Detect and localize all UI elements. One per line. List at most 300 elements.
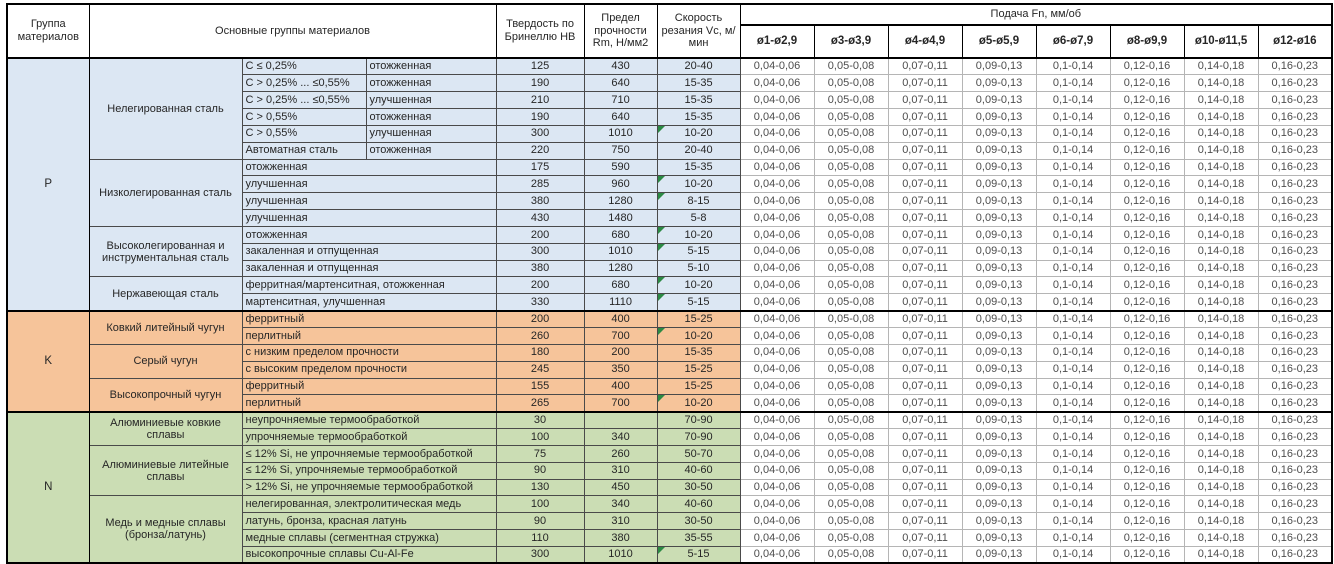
cell-feed-value: 0,07-0,11 xyxy=(888,395,962,412)
col-header-diameter: ø5-ø5,9 xyxy=(962,25,1036,58)
cell-feed-value: 0,1-0,14 xyxy=(1036,193,1110,210)
cell-material-subgroup: Низколегированная сталь xyxy=(89,159,242,226)
cell-feed-value: 0,1-0,14 xyxy=(1036,328,1110,345)
cell-feed-value: 0,09-0,13 xyxy=(962,109,1036,126)
cell-feed-value: 0,16-0,23 xyxy=(1258,125,1332,142)
cell-feed-value: 0,09-0,13 xyxy=(962,429,1036,446)
cell-material-state: отожженная xyxy=(366,58,496,75)
cell-material-subgroup: Ковкий литейный чугун xyxy=(89,311,242,345)
cell-feed-value: 0,12-0,16 xyxy=(1110,210,1184,227)
cell-feed-value: 0,07-0,11 xyxy=(888,125,962,142)
cell-feed-value: 0,05-0,08 xyxy=(814,445,888,462)
col-header-feed: Подача Fn, мм/об xyxy=(740,4,1332,25)
cell-feed-value: 0,09-0,13 xyxy=(962,395,1036,412)
cell-cutting-speed-vc: 5-15 xyxy=(657,243,740,260)
table-row xyxy=(7,378,1332,395)
cell-feed-value: 0,07-0,11 xyxy=(888,277,962,294)
cell-material-detail: с низким пределом прочности xyxy=(242,344,496,361)
cell-feed-value: 0,05-0,08 xyxy=(814,142,888,159)
cell-strength-rm: 750 xyxy=(584,142,657,159)
cell-material-group: K xyxy=(7,311,89,412)
cell-feed-value: 0,04-0,06 xyxy=(740,210,814,227)
col-header-diameter: ø12-ø16 xyxy=(1258,25,1332,58)
table-header xyxy=(7,4,1332,58)
cell-feed-value: 0,09-0,13 xyxy=(962,445,1036,462)
cell-feed-value: 0,12-0,16 xyxy=(1110,193,1184,210)
cell-hardness-hb: 285 xyxy=(496,176,584,193)
cell-feed-value: 0,16-0,23 xyxy=(1258,226,1332,243)
cell-feed-value: 0,07-0,11 xyxy=(888,159,962,176)
cell-feed-value: 0,04-0,06 xyxy=(740,92,814,109)
col-header-diameter: ø4-ø4,9 xyxy=(888,25,962,58)
cell-feed-value: 0,07-0,11 xyxy=(888,445,962,462)
cell-feed-value: 0,05-0,08 xyxy=(814,125,888,142)
table-row xyxy=(7,159,1332,176)
cell-feed-value: 0,14-0,18 xyxy=(1184,125,1258,142)
cell-feed-value: 0,09-0,13 xyxy=(962,58,1036,75)
cell-strength-rm: 310 xyxy=(584,462,657,479)
cell-strength-rm: 700 xyxy=(584,395,657,412)
cell-strength-rm: 700 xyxy=(584,328,657,345)
cell-strength-rm: 350 xyxy=(584,361,657,378)
cell-strength-rm: 590 xyxy=(584,159,657,176)
cell-material-state: улучшенная xyxy=(366,92,496,109)
cell-feed-value: 0,16-0,23 xyxy=(1258,193,1332,210)
cell-hardness-hb: 200 xyxy=(496,277,584,294)
cell-hardness-hb: 300 xyxy=(496,243,584,260)
cell-cutting-speed-vc: 15-25 xyxy=(657,311,740,328)
cell-feed-value: 0,09-0,13 xyxy=(962,530,1036,547)
cell-feed-value: 0,12-0,16 xyxy=(1110,125,1184,142)
cell-material-detail: C > 0,25% ... ≤0,55% xyxy=(242,92,366,109)
cell-feed-value: 0,12-0,16 xyxy=(1110,429,1184,446)
cell-feed-value: 0,1-0,14 xyxy=(1036,92,1110,109)
cell-feed-value: 0,05-0,08 xyxy=(814,75,888,92)
cell-cutting-speed-vc: 15-25 xyxy=(657,361,740,378)
cell-feed-value: 0,14-0,18 xyxy=(1184,395,1258,412)
note-marker-icon xyxy=(658,328,665,335)
cell-hardness-hb: 100 xyxy=(496,496,584,513)
cell-material-state: отожженная xyxy=(366,109,496,126)
cell-material-detail: улучшенная xyxy=(242,176,496,193)
cell-feed-value: 0,1-0,14 xyxy=(1036,378,1110,395)
cell-feed-value: 0,09-0,13 xyxy=(962,294,1036,311)
cell-strength-rm: 450 xyxy=(584,479,657,496)
cell-feed-value: 0,14-0,18 xyxy=(1184,328,1258,345)
cell-material-detail: с высоким пределом прочности xyxy=(242,361,496,378)
cell-feed-value: 0,05-0,08 xyxy=(814,513,888,530)
note-marker-icon xyxy=(658,395,665,402)
cell-hardness-hb: 180 xyxy=(496,344,584,361)
cell-feed-value: 0,12-0,16 xyxy=(1110,58,1184,75)
cell-feed-value: 0,1-0,14 xyxy=(1036,159,1110,176)
cell-hardness-hb: 210 xyxy=(496,92,584,109)
cell-strength-rm: 430 xyxy=(584,58,657,75)
cell-feed-value: 0,09-0,13 xyxy=(962,462,1036,479)
cell-cutting-speed-vc: 10-20 xyxy=(657,277,740,294)
cell-cutting-speed-vc: 30-50 xyxy=(657,513,740,530)
cell-feed-value: 0,04-0,06 xyxy=(740,277,814,294)
cell-feed-value: 0,16-0,23 xyxy=(1258,92,1332,109)
cell-feed-value: 0,1-0,14 xyxy=(1036,429,1110,446)
cell-strength-rm: 1280 xyxy=(584,260,657,277)
cell-feed-value: 0,16-0,23 xyxy=(1258,210,1332,227)
cell-material-detail: ≤ 12% Si, упрочняемые термообработкой xyxy=(242,462,496,479)
cell-cutting-speed-vc: 70-90 xyxy=(657,429,740,446)
cell-feed-value: 0,05-0,08 xyxy=(814,109,888,126)
cell-strength-rm: 400 xyxy=(584,311,657,328)
cell-feed-value: 0,12-0,16 xyxy=(1110,530,1184,547)
cell-feed-value: 0,07-0,11 xyxy=(888,193,962,210)
table-row xyxy=(7,445,1332,462)
cell-feed-value: 0,14-0,18 xyxy=(1184,546,1258,563)
table-row xyxy=(7,226,1332,243)
cell-feed-value: 0,12-0,16 xyxy=(1110,378,1184,395)
cell-material-detail: C > 0,55% xyxy=(242,125,366,142)
cell-feed-value: 0,14-0,18 xyxy=(1184,378,1258,395)
cell-feed-value: 0,05-0,08 xyxy=(814,277,888,294)
cell-strength-rm: 1010 xyxy=(584,125,657,142)
cell-feed-value: 0,09-0,13 xyxy=(962,513,1036,530)
cell-feed-value: 0,1-0,14 xyxy=(1036,210,1110,227)
cell-cutting-speed-vc: 5-10 xyxy=(657,260,740,277)
cell-feed-value: 0,07-0,11 xyxy=(888,479,962,496)
cell-feed-value: 0,14-0,18 xyxy=(1184,429,1258,446)
col-header-diameter: ø3-ø3,9 xyxy=(814,25,888,58)
cell-feed-value: 0,07-0,11 xyxy=(888,176,962,193)
cell-feed-value: 0,1-0,14 xyxy=(1036,479,1110,496)
cell-feed-value: 0,1-0,14 xyxy=(1036,277,1110,294)
cell-feed-value: 0,07-0,11 xyxy=(888,243,962,260)
cell-feed-value: 0,16-0,23 xyxy=(1258,159,1332,176)
cell-hardness-hb: 330 xyxy=(496,294,584,311)
cell-feed-value: 0,09-0,13 xyxy=(962,176,1036,193)
cell-hardness-hb: 30 xyxy=(496,412,584,429)
cell-feed-value: 0,04-0,06 xyxy=(740,412,814,429)
cell-strength-rm: 1010 xyxy=(584,546,657,563)
cell-feed-value: 0,14-0,18 xyxy=(1184,513,1258,530)
table-row xyxy=(7,496,1332,513)
cell-material-subgroup: Серый чугун xyxy=(89,344,242,378)
cell-material-detail: ферритный xyxy=(242,311,496,328)
cell-feed-value: 0,1-0,14 xyxy=(1036,142,1110,159)
cell-feed-value: 0,1-0,14 xyxy=(1036,226,1110,243)
cell-feed-value: 0,04-0,06 xyxy=(740,496,814,513)
cell-material-detail: ферритная/мартенситная, отожженная xyxy=(242,277,496,294)
cell-feed-value: 0,09-0,13 xyxy=(962,75,1036,92)
cell-hardness-hb: 265 xyxy=(496,395,584,412)
cell-hardness-hb: 75 xyxy=(496,445,584,462)
col-header-diameter: ø1-ø2,9 xyxy=(740,25,814,58)
cell-feed-value: 0,07-0,11 xyxy=(888,58,962,75)
cell-hardness-hb: 175 xyxy=(496,159,584,176)
cell-feed-value: 0,16-0,23 xyxy=(1258,429,1332,446)
cell-hardness-hb: 90 xyxy=(496,462,584,479)
cell-feed-value: 0,04-0,06 xyxy=(740,109,814,126)
cell-feed-value: 0,04-0,06 xyxy=(740,142,814,159)
cell-feed-value: 0,07-0,11 xyxy=(888,92,962,109)
cell-feed-value: 0,09-0,13 xyxy=(962,344,1036,361)
cell-feed-value: 0,09-0,13 xyxy=(962,361,1036,378)
cell-feed-value: 0,16-0,23 xyxy=(1258,311,1332,328)
cell-cutting-speed-vc: 15-35 xyxy=(657,75,740,92)
cell-material-subgroup: Высоколегированная и инструментальная сталь xyxy=(89,226,242,277)
table-row xyxy=(7,58,1332,75)
col-header-cutting-speed: Скорость резания Vc, м/мин xyxy=(657,4,740,58)
cell-cutting-speed-vc: 40-60 xyxy=(657,496,740,513)
cell-hardness-hb: 380 xyxy=(496,260,584,277)
cell-feed-value: 0,09-0,13 xyxy=(962,378,1036,395)
cell-hardness-hb: 90 xyxy=(496,513,584,530)
cell-feed-value: 0,14-0,18 xyxy=(1184,58,1258,75)
cell-feed-value: 0,14-0,18 xyxy=(1184,294,1258,311)
cell-hardness-hb: 300 xyxy=(496,125,584,142)
cell-hardness-hb: 125 xyxy=(496,58,584,75)
cell-feed-value: 0,16-0,23 xyxy=(1258,294,1332,311)
cell-material-detail: неупрочняемые термообработкой xyxy=(242,412,496,429)
cell-feed-value: 0,16-0,23 xyxy=(1258,328,1332,345)
cell-feed-value: 0,05-0,08 xyxy=(814,92,888,109)
cell-feed-value: 0,05-0,08 xyxy=(814,159,888,176)
cell-feed-value: 0,12-0,16 xyxy=(1110,311,1184,328)
cell-strength-rm: 340 xyxy=(584,496,657,513)
cell-feed-value: 0,09-0,13 xyxy=(962,328,1036,345)
cell-cutting-speed-vc: 15-25 xyxy=(657,378,740,395)
cell-feed-value: 0,1-0,14 xyxy=(1036,395,1110,412)
cell-feed-value: 0,1-0,14 xyxy=(1036,445,1110,462)
cell-feed-value: 0,14-0,18 xyxy=(1184,193,1258,210)
cell-material-detail: перлитный xyxy=(242,395,496,412)
cell-material-detail: ферритный xyxy=(242,378,496,395)
cell-feed-value: 0,09-0,13 xyxy=(962,210,1036,227)
cell-feed-value: 0,14-0,18 xyxy=(1184,496,1258,513)
cell-feed-value: 0,07-0,11 xyxy=(888,344,962,361)
cell-cutting-speed-vc: 10-20 xyxy=(657,226,740,243)
cell-strength-rm: 1480 xyxy=(584,210,657,227)
table-body xyxy=(7,58,1332,563)
cell-feed-value: 0,05-0,08 xyxy=(814,395,888,412)
cell-feed-value: 0,14-0,18 xyxy=(1184,142,1258,159)
cell-feed-value: 0,1-0,14 xyxy=(1036,344,1110,361)
cell-feed-value: 0,12-0,16 xyxy=(1110,176,1184,193)
cell-feed-value: 0,12-0,16 xyxy=(1110,159,1184,176)
cell-hardness-hb: 245 xyxy=(496,361,584,378)
cell-feed-value: 0,09-0,13 xyxy=(962,142,1036,159)
cell-cutting-speed-vc: 15-35 xyxy=(657,109,740,126)
cell-material-detail: C > 0,55% xyxy=(242,109,366,126)
cell-feed-value: 0,14-0,18 xyxy=(1184,260,1258,277)
cell-cutting-speed-vc: 5-8 xyxy=(657,210,740,227)
cell-feed-value: 0,05-0,08 xyxy=(814,210,888,227)
cell-feed-value: 0,09-0,13 xyxy=(962,159,1036,176)
cell-material-detail: закаленная и отпущенная xyxy=(242,260,496,277)
cell-feed-value: 0,07-0,11 xyxy=(888,378,962,395)
cell-feed-value: 0,04-0,06 xyxy=(740,361,814,378)
note-marker-icon xyxy=(658,244,665,251)
cell-feed-value: 0,12-0,16 xyxy=(1110,412,1184,429)
cell-material-subgroup: Алюминиевые литейные сплавы xyxy=(89,445,242,496)
cell-feed-value: 0,05-0,08 xyxy=(814,462,888,479)
cell-feed-value: 0,1-0,14 xyxy=(1036,496,1110,513)
cell-feed-value: 0,12-0,16 xyxy=(1110,395,1184,412)
cell-feed-value: 0,04-0,06 xyxy=(740,58,814,75)
cell-feed-value: 0,07-0,11 xyxy=(888,260,962,277)
cell-feed-value: 0,05-0,08 xyxy=(814,546,888,563)
cell-feed-value: 0,14-0,18 xyxy=(1184,226,1258,243)
cell-feed-value: 0,09-0,13 xyxy=(962,193,1036,210)
cell-material-subgroup: Алюминиевые ковкие сплавы xyxy=(89,412,242,446)
cell-material-detail: отожженная xyxy=(242,159,496,176)
cell-strength-rm: 310 xyxy=(584,513,657,530)
cell-feed-value: 0,12-0,16 xyxy=(1110,92,1184,109)
cell-feed-value: 0,04-0,06 xyxy=(740,462,814,479)
note-marker-icon xyxy=(658,294,665,301)
cell-feed-value: 0,05-0,08 xyxy=(814,226,888,243)
col-header-main-material-groups: Основные группы материалов xyxy=(89,4,496,58)
cell-material-detail: улучшенная xyxy=(242,210,496,227)
cell-feed-value: 0,07-0,11 xyxy=(888,530,962,547)
cell-feed-value: 0,1-0,14 xyxy=(1036,109,1110,126)
cell-strength-rm: 400 xyxy=(584,378,657,395)
col-header-material-group: Группа материалов xyxy=(7,4,89,58)
cell-material-detail: ≤ 12% Si, не упрочняемые термообработкой xyxy=(242,445,496,462)
cell-feed-value: 0,04-0,06 xyxy=(740,395,814,412)
cell-material-detail: латунь, бронза, красная латунь xyxy=(242,513,496,530)
cell-feed-value: 0,12-0,16 xyxy=(1110,226,1184,243)
cell-feed-value: 0,07-0,11 xyxy=(888,142,962,159)
table-row xyxy=(7,277,1332,294)
cell-material-detail: медные сплавы (сегментная стружка) xyxy=(242,530,496,547)
note-marker-icon xyxy=(658,227,665,234)
cell-feed-value: 0,16-0,23 xyxy=(1258,361,1332,378)
cell-hardness-hb: 430 xyxy=(496,210,584,227)
note-marker-icon xyxy=(658,193,665,200)
cell-feed-value: 0,07-0,11 xyxy=(888,294,962,311)
cell-feed-value: 0,05-0,08 xyxy=(814,361,888,378)
cell-feed-value: 0,09-0,13 xyxy=(962,92,1036,109)
cell-cutting-speed-vc: 10-20 xyxy=(657,328,740,345)
cell-cutting-speed-vc: 15-35 xyxy=(657,159,740,176)
cell-feed-value: 0,05-0,08 xyxy=(814,344,888,361)
cell-feed-value: 0,16-0,23 xyxy=(1258,344,1332,361)
cell-cutting-speed-vc: 50-70 xyxy=(657,445,740,462)
cell-feed-value: 0,07-0,11 xyxy=(888,361,962,378)
cell-feed-value: 0,04-0,06 xyxy=(740,75,814,92)
cell-hardness-hb: 155 xyxy=(496,378,584,395)
cell-feed-value: 0,07-0,11 xyxy=(888,496,962,513)
cell-feed-value: 0,04-0,06 xyxy=(740,193,814,210)
cell-feed-value: 0,05-0,08 xyxy=(814,429,888,446)
cell-hardness-hb: 100 xyxy=(496,429,584,446)
cell-feed-value: 0,04-0,06 xyxy=(740,546,814,563)
cell-feed-value: 0,04-0,06 xyxy=(740,328,814,345)
table-row xyxy=(7,311,1332,328)
cell-material-group: P xyxy=(7,58,89,311)
cell-feed-value: 0,09-0,13 xyxy=(962,496,1036,513)
cell-strength-rm xyxy=(584,412,657,429)
col-header-brinell-hardness: Твердость по Бринеллю НВ xyxy=(496,4,584,58)
note-marker-icon xyxy=(658,126,665,133)
cell-cutting-speed-vc: 20-40 xyxy=(657,58,740,75)
cell-feed-value: 0,05-0,08 xyxy=(814,530,888,547)
cell-feed-value: 0,09-0,13 xyxy=(962,311,1036,328)
cell-strength-rm: 380 xyxy=(584,530,657,547)
cell-feed-value: 0,16-0,23 xyxy=(1258,412,1332,429)
cell-material-detail: Автоматная сталь xyxy=(242,142,366,159)
cell-feed-value: 0,05-0,08 xyxy=(814,260,888,277)
cell-feed-value: 0,16-0,23 xyxy=(1258,496,1332,513)
cell-cutting-speed-vc: 5-15 xyxy=(657,546,740,563)
cell-material-state: улучшенная xyxy=(366,125,496,142)
cell-feed-value: 0,09-0,13 xyxy=(962,479,1036,496)
cell-feed-value: 0,14-0,18 xyxy=(1184,277,1258,294)
cell-material-detail: C > 0,25% ... ≤0,55% xyxy=(242,75,366,92)
cell-feed-value: 0,14-0,18 xyxy=(1184,479,1258,496)
cell-feed-value: 0,14-0,18 xyxy=(1184,361,1258,378)
cell-feed-value: 0,07-0,11 xyxy=(888,513,962,530)
cell-material-detail: закаленная и отпущенная xyxy=(242,243,496,260)
cell-cutting-speed-vc: 35-55 xyxy=(657,530,740,547)
cell-feed-value: 0,04-0,06 xyxy=(740,294,814,311)
cell-material-detail: нелегированная, электролитическая медь xyxy=(242,496,496,513)
cell-hardness-hb: 220 xyxy=(496,142,584,159)
cell-feed-value: 0,14-0,18 xyxy=(1184,210,1258,227)
cell-feed-value: 0,12-0,16 xyxy=(1110,243,1184,260)
cell-feed-value: 0,16-0,23 xyxy=(1258,546,1332,563)
cell-feed-value: 0,16-0,23 xyxy=(1258,176,1332,193)
cell-cutting-speed-vc: 40-60 xyxy=(657,462,740,479)
note-marker-icon xyxy=(658,277,665,284)
cell-strength-rm: 1010 xyxy=(584,243,657,260)
cell-material-state: отожженная xyxy=(366,142,496,159)
cell-feed-value: 0,05-0,08 xyxy=(814,311,888,328)
cell-feed-value: 0,1-0,14 xyxy=(1036,294,1110,311)
cell-cutting-speed-vc: 8-15 xyxy=(657,193,740,210)
cell-feed-value: 0,16-0,23 xyxy=(1258,142,1332,159)
cell-strength-rm: 340 xyxy=(584,429,657,446)
cell-feed-value: 0,07-0,11 xyxy=(888,109,962,126)
cell-strength-rm: 200 xyxy=(584,344,657,361)
cell-hardness-hb: 190 xyxy=(496,109,584,126)
cell-strength-rm: 640 xyxy=(584,75,657,92)
cell-material-subgroup: Нелегированная сталь xyxy=(89,58,242,159)
cell-cutting-speed-vc: 70-90 xyxy=(657,412,740,429)
cell-feed-value: 0,09-0,13 xyxy=(962,125,1036,142)
cell-hardness-hb: 190 xyxy=(496,75,584,92)
cell-feed-value: 0,1-0,14 xyxy=(1036,462,1110,479)
cell-cutting-speed-vc: 30-50 xyxy=(657,479,740,496)
cell-material-subgroup: Нержавеющая сталь xyxy=(89,277,242,311)
cell-feed-value: 0,14-0,18 xyxy=(1184,311,1258,328)
cell-feed-value: 0,09-0,13 xyxy=(962,546,1036,563)
cell-feed-value: 0,04-0,06 xyxy=(740,176,814,193)
cell-feed-value: 0,04-0,06 xyxy=(740,513,814,530)
cell-strength-rm: 640 xyxy=(584,109,657,126)
cell-feed-value: 0,16-0,23 xyxy=(1258,395,1332,412)
cell-feed-value: 0,1-0,14 xyxy=(1036,243,1110,260)
cell-feed-value: 0,14-0,18 xyxy=(1184,159,1258,176)
cell-material-detail: > 12% Si, не упрочняемые термообработкой xyxy=(242,479,496,496)
cell-feed-value: 0,12-0,16 xyxy=(1110,445,1184,462)
cell-strength-rm: 1110 xyxy=(584,294,657,311)
col-header-tensile-strength: Предел прочности Rm, Н/мм2 xyxy=(584,4,657,58)
cell-cutting-speed-vc: 15-35 xyxy=(657,344,740,361)
cell-feed-value: 0,04-0,06 xyxy=(740,445,814,462)
cell-feed-value: 0,04-0,06 xyxy=(740,243,814,260)
cell-feed-value: 0,05-0,08 xyxy=(814,412,888,429)
cell-material-detail: упрочняемые термообработкой xyxy=(242,429,496,446)
cell-feed-value: 0,12-0,16 xyxy=(1110,75,1184,92)
